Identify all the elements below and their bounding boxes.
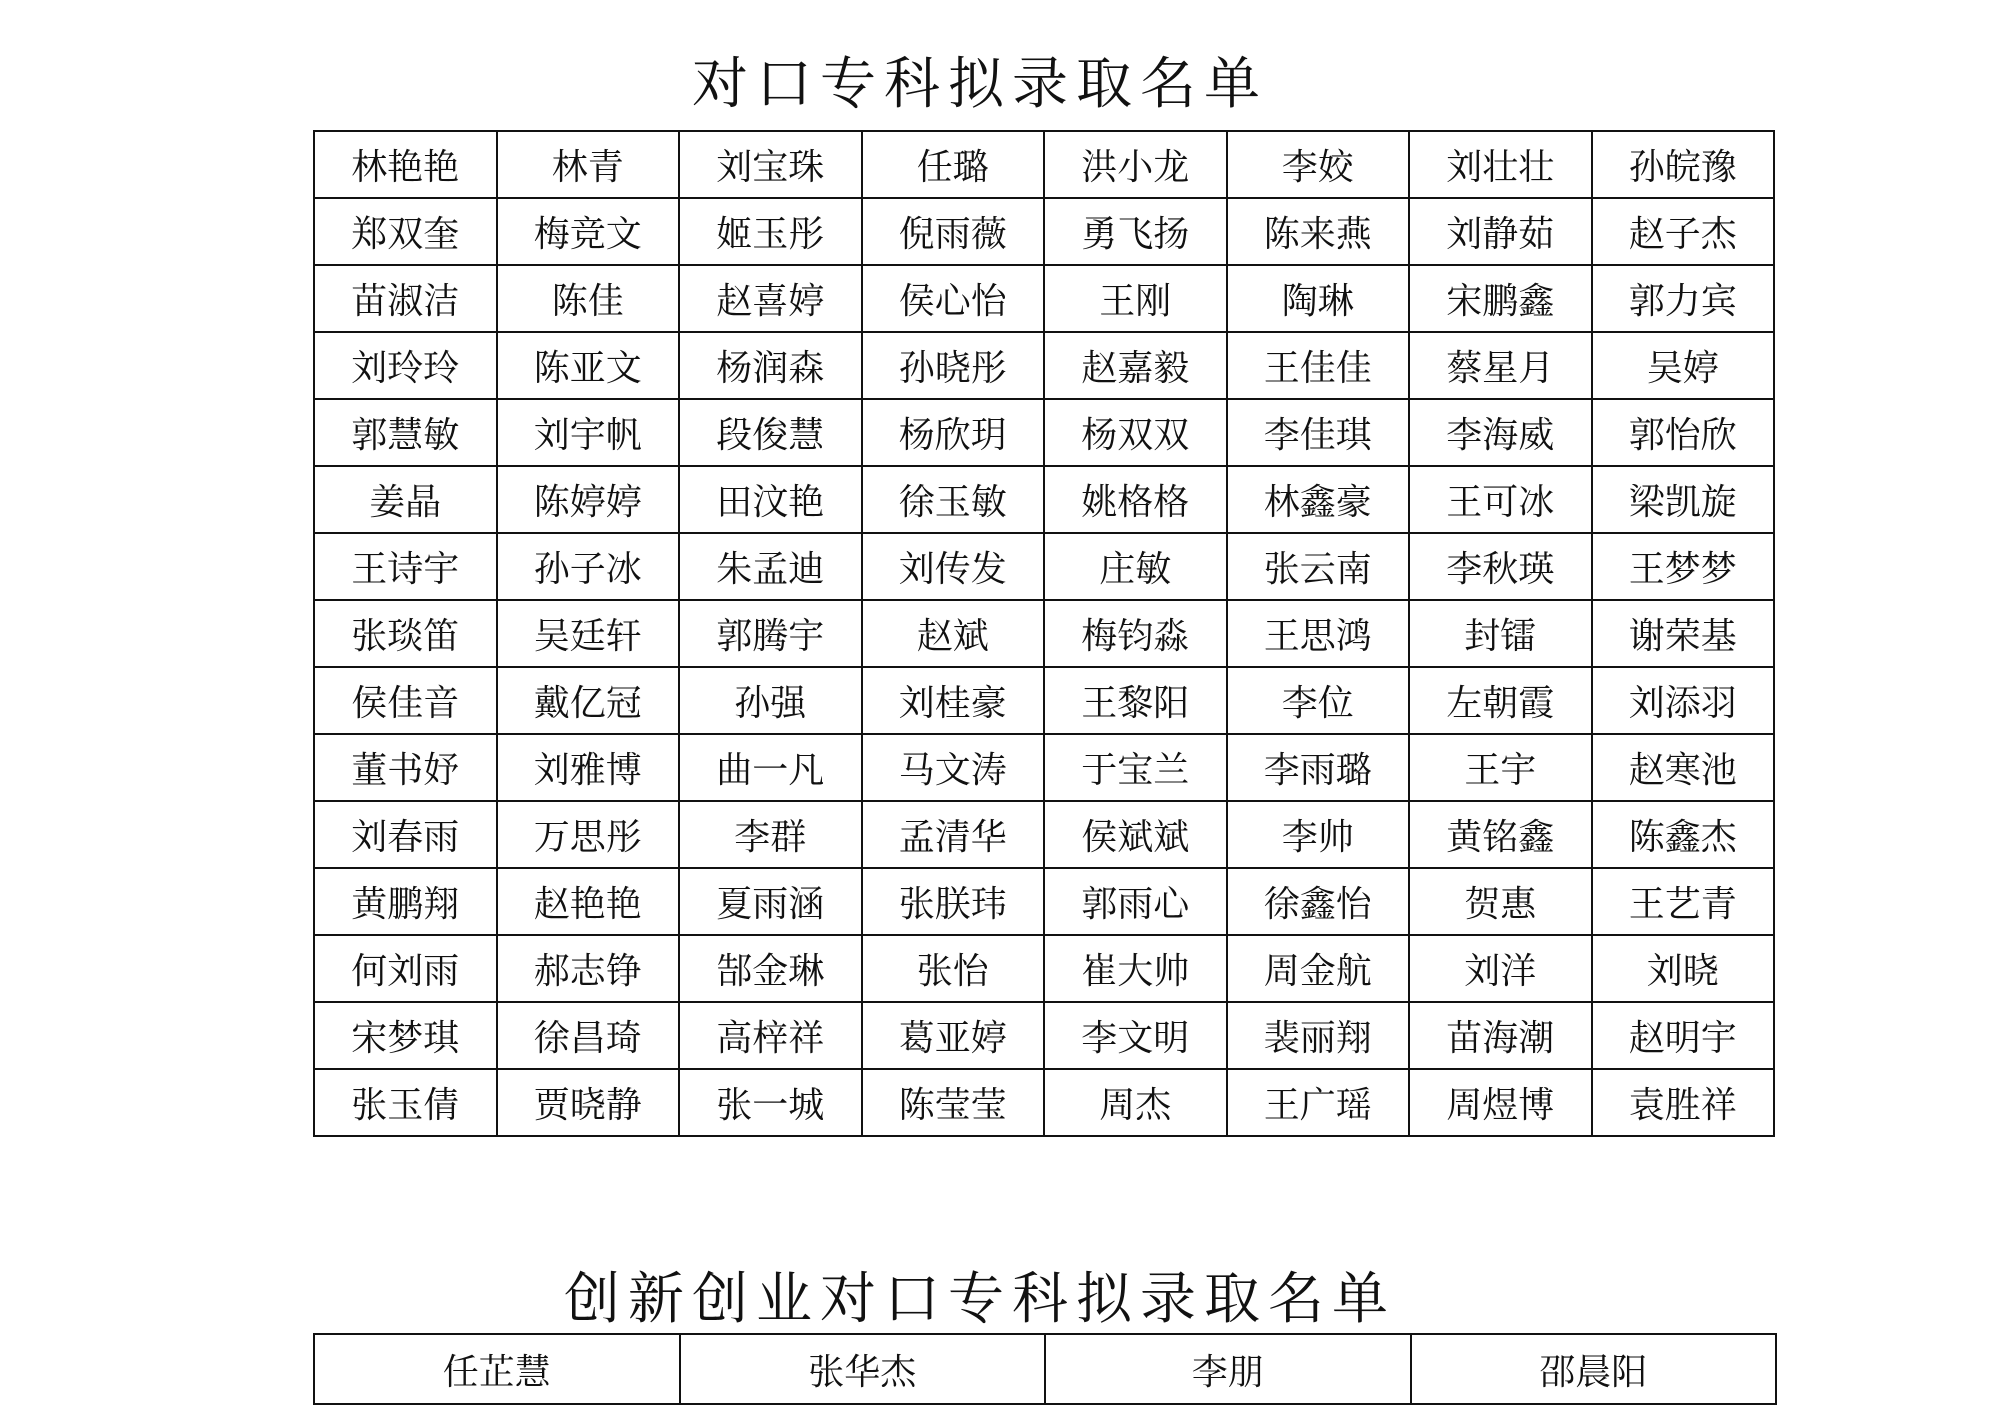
table-row [314,868,1774,935]
name-cell: 周煜博 [1409,1069,1592,1136]
innovation-admission-body [314,1334,1776,1404]
name-cell: 蔡星月 [1409,332,1592,399]
table-row [314,667,1774,734]
name-cell: 郑双奎 [314,198,497,265]
table-row [314,399,1774,466]
name-cell: 苗淑洁 [314,265,497,332]
admission-list-body [314,131,1774,1136]
table-row [314,801,1774,868]
name-cell: 刘静茹 [1409,198,1592,265]
name-cell: 赵嘉毅 [1044,332,1227,399]
name-cell: 庄敏 [1044,533,1227,600]
name-cell: 陈亚文 [497,332,680,399]
name-cell: 王艺青 [1592,868,1775,935]
name-cell: 吴婷 [1592,332,1775,399]
name-cell: 侯佳音 [314,667,497,734]
name-cell: 徐昌琦 [497,1002,680,1069]
name-cell: 刘雅博 [497,734,680,801]
name-cell: 杨润森 [679,332,862,399]
name-cell: 赵子杰 [1592,198,1775,265]
table-row [314,466,1774,533]
name-cell: 王思鸿 [1227,600,1410,667]
name-cell: 李朋 [1045,1334,1411,1404]
name-cell: 孙皖豫 [1592,131,1775,198]
name-cell: 王可冰 [1409,466,1592,533]
name-cell: 陈佳 [497,265,680,332]
name-cell: 宋鹏鑫 [1409,265,1592,332]
name-cell: 张云南 [1227,533,1410,600]
name-cell: 陈来燕 [1227,198,1410,265]
name-cell: 赵喜婷 [679,265,862,332]
name-cell: 张玉倩 [314,1069,497,1136]
table-row [314,600,1774,667]
name-cell: 周金航 [1227,935,1410,1002]
name-cell: 黄铭鑫 [1409,801,1592,868]
name-cell: 姬玉彤 [679,198,862,265]
table-row [314,131,1774,198]
name-cell: 张朕玮 [862,868,1045,935]
name-cell: 万思彤 [497,801,680,868]
name-cell: 赵明宇 [1592,1002,1775,1069]
name-cell: 姜晶 [314,466,497,533]
name-cell: 梅钧淼 [1044,600,1227,667]
name-cell: 徐鑫怡 [1227,868,1410,935]
name-cell: 夏雨涵 [679,868,862,935]
name-cell: 李帅 [1227,801,1410,868]
name-cell: 吴廷轩 [497,600,680,667]
name-cell: 王刚 [1044,265,1227,332]
name-cell: 贺惠 [1409,868,1592,935]
name-cell: 封镭 [1409,600,1592,667]
name-cell: 李文明 [1044,1002,1227,1069]
name-cell: 林艳艳 [314,131,497,198]
name-cell: 贾晓静 [497,1069,680,1136]
page-title: 对口专科拟录取名单 [692,52,1268,117]
name-cell: 任芷慧 [314,1334,680,1404]
table-row [314,332,1774,399]
name-cell: 赵艳艳 [497,868,680,935]
name-cell: 袁胜祥 [1592,1069,1775,1136]
name-cell: 陈婷婷 [497,466,680,533]
name-cell: 李姣 [1227,131,1410,198]
name-cell: 陈鑫杰 [1592,801,1775,868]
name-cell: 高梓祥 [679,1002,862,1069]
name-cell: 刘壮壮 [1409,131,1592,198]
name-cell: 刘宝珠 [679,131,862,198]
name-cell: 侯心怡 [862,265,1045,332]
name-cell: 张一城 [679,1069,862,1136]
table-row [314,1069,1774,1136]
table-row [314,265,1774,332]
name-cell: 崔大帅 [1044,935,1227,1002]
name-cell: 郭慧敏 [314,399,497,466]
name-cell: 姚格格 [1044,466,1227,533]
name-cell: 王佳佳 [1227,332,1410,399]
name-cell: 郭雨心 [1044,868,1227,935]
name-cell: 黄鹏翔 [314,868,497,935]
name-cell: 刘洋 [1409,935,1592,1002]
innovation-admission-table [313,1333,1777,1405]
table-row [314,935,1774,1002]
name-cell: 梁凯旋 [1592,466,1775,533]
name-cell: 李佳琪 [1227,399,1410,466]
name-cell: 张华杰 [680,1334,1046,1404]
name-cell: 郜金琳 [679,935,862,1002]
name-cell: 刘玲玲 [314,332,497,399]
table-row [314,1002,1774,1069]
name-cell: 刘传发 [862,533,1045,600]
name-cell: 刘宇帆 [497,399,680,466]
name-cell: 赵寒池 [1592,734,1775,801]
admission-list-table [313,130,1775,1137]
name-cell: 林青 [497,131,680,198]
name-cell: 刘添羽 [1592,667,1775,734]
name-cell: 侯斌斌 [1044,801,1227,868]
name-cell: 于宝兰 [1044,734,1227,801]
name-cell: 林鑫豪 [1227,466,1410,533]
name-cell: 勇飞扬 [1044,198,1227,265]
table-row [314,1334,1776,1404]
name-cell: 刘晓 [1592,935,1775,1002]
name-cell: 孟清华 [862,801,1045,868]
name-cell: 孙子冰 [497,533,680,600]
name-cell: 王广瑶 [1227,1069,1410,1136]
section-title-innovation: 创新创业对口专科拟录取名单 [564,1267,1396,1332]
name-cell: 周杰 [1044,1069,1227,1136]
name-cell: 王宇 [1409,734,1592,801]
name-cell: 苗海潮 [1409,1002,1592,1069]
name-cell: 任璐 [862,131,1045,198]
name-cell: 陈莹莹 [862,1069,1045,1136]
name-cell: 宋梦琪 [314,1002,497,1069]
name-cell: 段俊慧 [679,399,862,466]
name-cell: 郭怡欣 [1592,399,1775,466]
table-row [314,734,1774,801]
name-cell: 孙晓彤 [862,332,1045,399]
name-cell: 董书妤 [314,734,497,801]
name-cell: 张怡 [862,935,1045,1002]
name-cell: 李雨璐 [1227,734,1410,801]
name-cell: 戴亿冠 [497,667,680,734]
name-cell: 郝志铮 [497,935,680,1002]
name-cell: 李群 [679,801,862,868]
name-cell: 田汶艳 [679,466,862,533]
name-cell: 郭腾宇 [679,600,862,667]
name-cell: 王黎阳 [1044,667,1227,734]
name-cell: 赵斌 [862,600,1045,667]
name-cell: 洪小龙 [1044,131,1227,198]
name-cell: 葛亚婷 [862,1002,1045,1069]
name-cell: 何刘雨 [314,935,497,1002]
name-cell: 曲一凡 [679,734,862,801]
name-cell: 朱孟迪 [679,533,862,600]
name-cell: 陶琳 [1227,265,1410,332]
name-cell: 王梦梦 [1592,533,1775,600]
name-cell: 左朝霞 [1409,667,1592,734]
name-cell: 李秋瑛 [1409,533,1592,600]
name-cell: 梅竞文 [497,198,680,265]
table-row [314,198,1774,265]
name-cell: 孙强 [679,667,862,734]
name-cell: 刘春雨 [314,801,497,868]
name-cell: 徐玉敏 [862,466,1045,533]
name-cell: 裴丽翔 [1227,1002,1410,1069]
name-cell: 郭力宾 [1592,265,1775,332]
name-cell: 谢荣基 [1592,600,1775,667]
table-row [314,533,1774,600]
name-cell: 杨双双 [1044,399,1227,466]
name-cell: 李海威 [1409,399,1592,466]
name-cell: 张琰笛 [314,600,497,667]
name-cell: 刘桂豪 [862,667,1045,734]
name-cell: 王诗宇 [314,533,497,600]
name-cell: 邵晨阳 [1411,1334,1777,1404]
name-cell: 杨欣玥 [862,399,1045,466]
name-cell: 李位 [1227,667,1410,734]
name-cell: 倪雨薇 [862,198,1045,265]
name-cell: 马文涛 [862,734,1045,801]
